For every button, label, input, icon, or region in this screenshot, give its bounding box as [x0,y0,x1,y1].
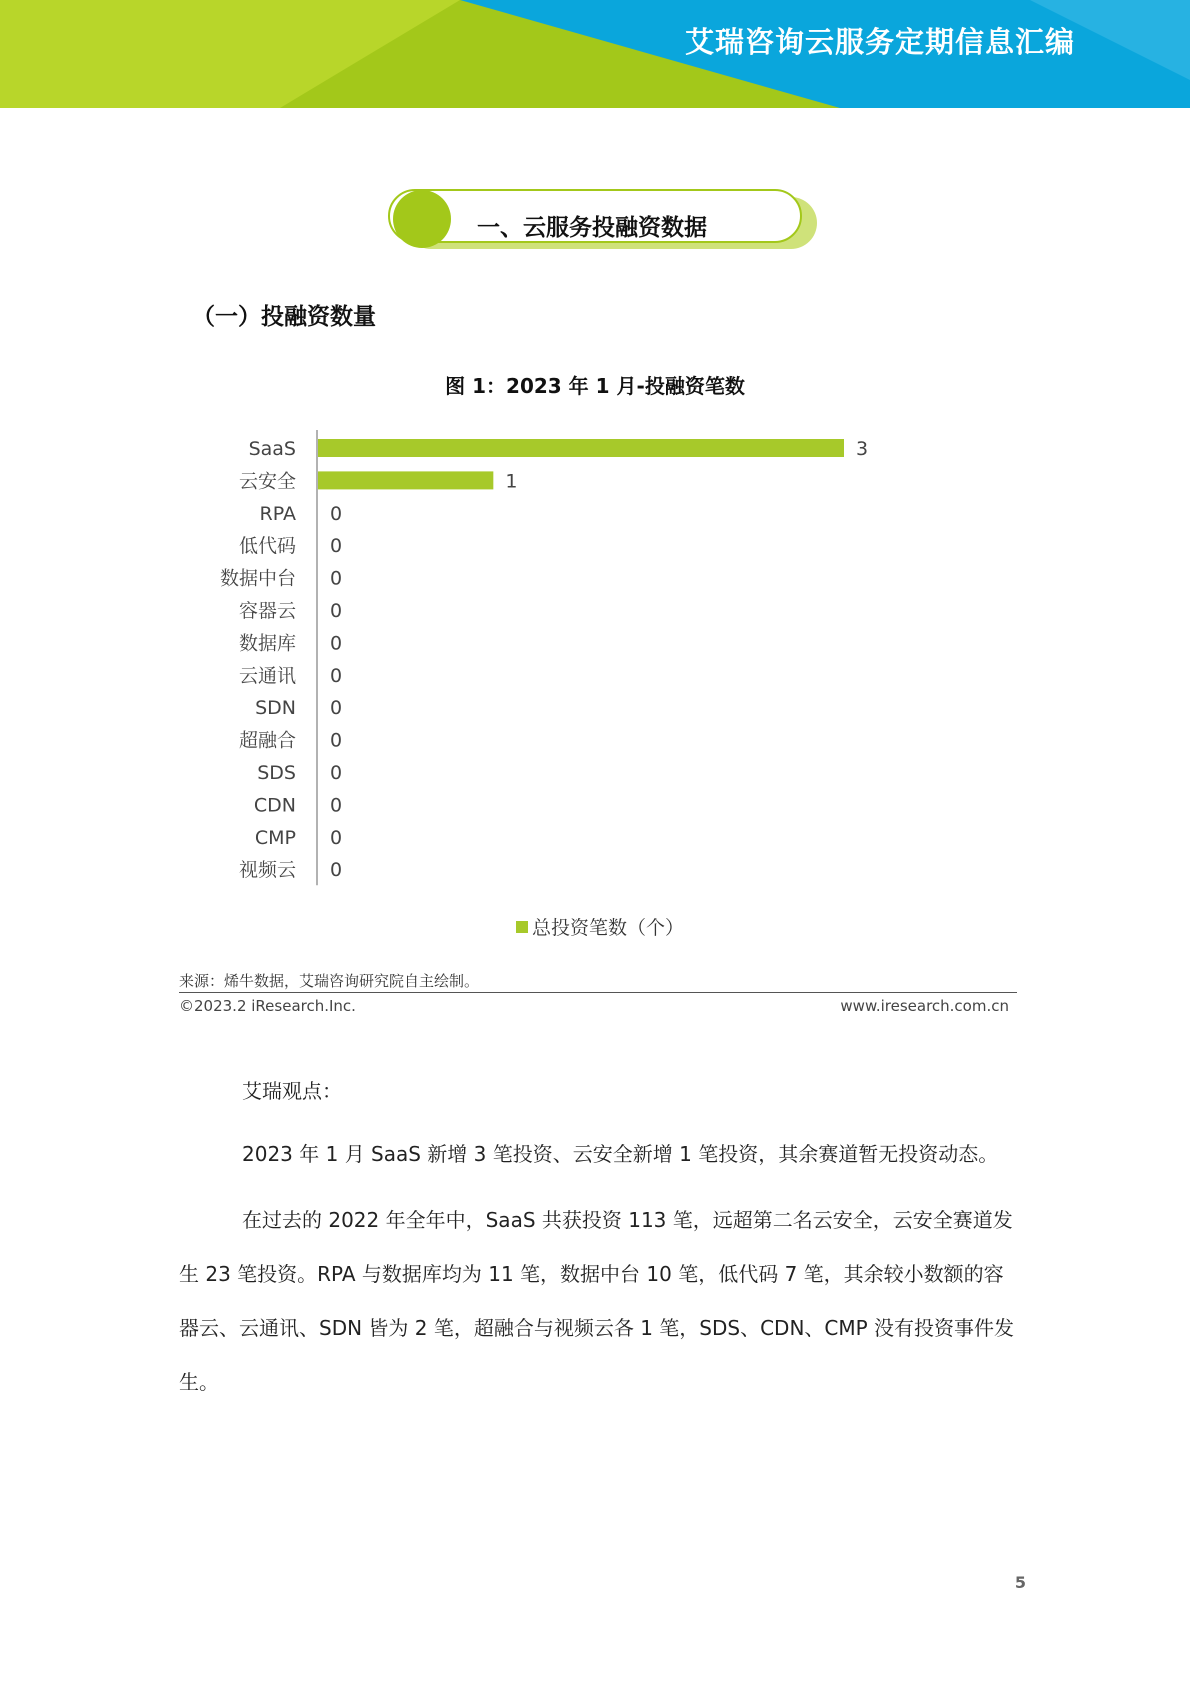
data-label: 0 [330,794,343,817]
data-label: 0 [330,729,343,752]
header-title: 艾瑞咨询云服务定期信息汇编 [684,25,1075,59]
chart-title: 图 1：2023 年 1 月-投融资笔数 [445,374,745,398]
legend-label: 总投资笔数（个） [532,917,685,939]
subsection-title: （一）投融资数量 [192,304,376,330]
category-label: 云安全 [238,470,296,493]
category-label: RPA [259,502,296,525]
section-title: 一、云服务投融资数据 [477,215,707,241]
page-number: 5 [1014,1573,1026,1592]
category-label: 数据中台 [219,567,296,590]
data-label: 0 [330,762,343,784]
category-label: 云通讯 [238,664,296,687]
data-label: 0 [330,567,343,590]
bar-chart [0,420,1190,900]
category-label: 数据库 [238,632,296,655]
page-header [0,0,1190,108]
source-note: 来源：烯牛数据，艾瑞咨询研究院自主绘制。 [179,972,480,990]
data-label: 0 [330,664,343,687]
data-label: 0 [330,600,343,622]
bar [318,439,844,457]
chart-legend [516,913,684,940]
data-label: 0 [330,502,343,525]
data-label: 0 [330,826,343,849]
data-label: 0 [330,859,343,882]
category-label: CMP [254,826,296,849]
data-label: 3 [856,438,869,460]
category-label: CDN [253,794,296,817]
category-label: SDS [257,762,296,784]
data-label: 1 [505,470,518,493]
category-label: 超融合 [238,729,296,752]
commentary-paragraph: 在过去的 2022 年全年中，SaaS 共获投资 113 笔，远超第二名云安全，云安全赛道发生 23 笔投资。RPA 与数据库均为 11 笔，数据中台 10 笔，低代码 7 笔，其余较小数额的容器云、云通讯、SDN 皆为 2 笔，超融合与视频云各 1 笔，SDS、CDN、CMP 没有投资事件发生。 [179,1208,1015,1394]
category-label: SaaS [248,438,296,460]
category-label: 低代码 [238,535,296,558]
data-label: 0 [330,632,343,655]
data-label: 0 [330,697,343,720]
commentary-paragraph: 2023 年 1 月 SaaS 新增 3 笔投资、云安全新增 1 笔投资，其余赛道暂无投资动态。 [242,1142,999,1166]
data-label: 0 [330,535,343,558]
commentary-label: 艾瑞观点： [242,1079,342,1103]
category-label: 视频云 [238,859,296,882]
category-label: SDN [255,697,296,720]
category-label: 容器云 [238,600,296,622]
footer-divider [179,992,1017,993]
website-link[interactable]: www.iresearch.com.cn [840,997,1009,1015]
section-banner [385,187,820,257]
legend-swatch [516,921,528,933]
copyright-text: ©2023.2 iResearch.Inc. [179,997,356,1015]
bar [318,471,493,489]
